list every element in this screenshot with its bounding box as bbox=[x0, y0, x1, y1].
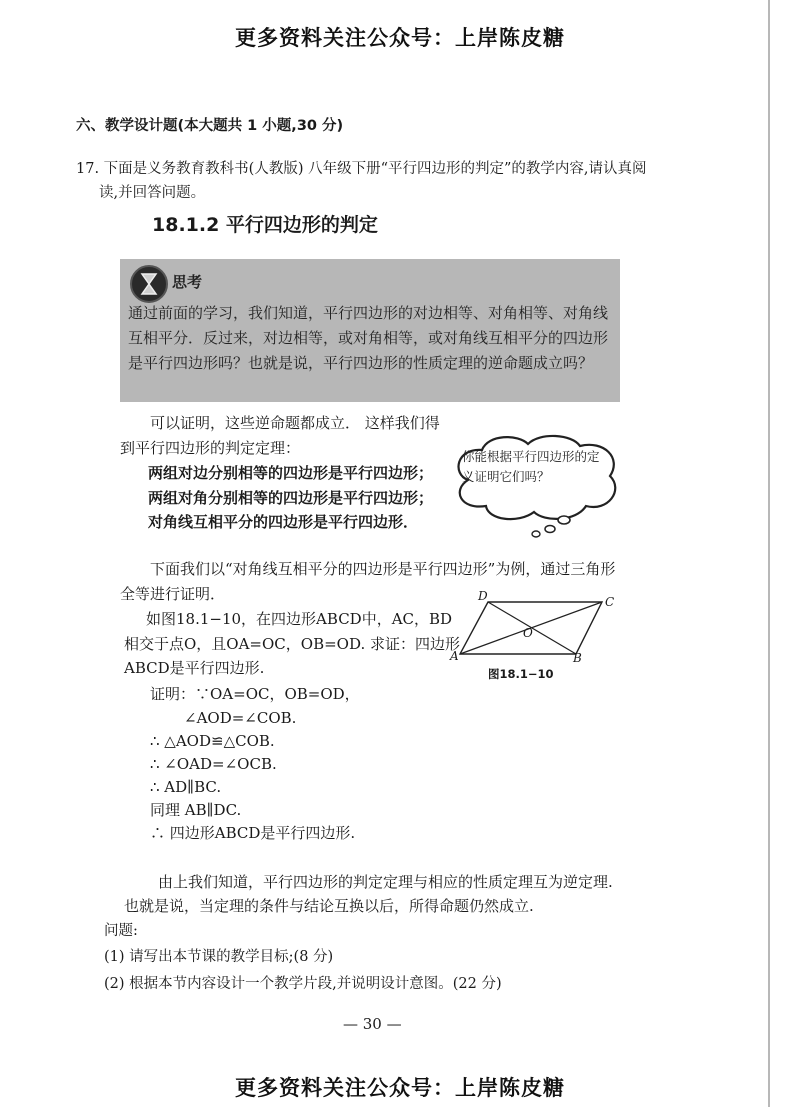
page-edge-line bbox=[768, 0, 770, 1107]
top-banner: 更多资料关注公众号：上岸陈皮糖 bbox=[235, 26, 565, 50]
given-line-1: 如图18.1−10，在四边形ABCD中，AC，BD bbox=[146, 610, 453, 628]
conclusion-line-1: 由上我们知道，平行四边形的判定定理与相应的性质定理互为逆定理. bbox=[158, 873, 613, 891]
figure-label-a: A bbox=[450, 649, 459, 663]
page-number: — 30 — bbox=[343, 1015, 402, 1033]
given-line-2: 相交于点O，且OA=OC，OB=OD. 求证：四边形 bbox=[124, 635, 460, 653]
intro-line-2: 到平行四边形的判定定理： bbox=[120, 439, 301, 457]
proof-line-5: ∴ AD∥BC. bbox=[150, 778, 222, 796]
proof-line-1: 证明：∵OA=OC，OB=OD， bbox=[150, 685, 360, 703]
theorem-1: 两组对边分别相等的四边形是平行四边形； bbox=[148, 464, 434, 482]
conclusion-line-2: 也就是说，当定理的条件与结论互换以后，所得命题仍然成立. bbox=[124, 897, 534, 915]
example-line-2: 全等进行证明． bbox=[120, 585, 226, 603]
textbook-title: 18.1.2 平行四边形的判定 bbox=[152, 214, 378, 236]
proof-line-2: ∠AOD=∠COB. bbox=[184, 709, 297, 727]
figure-caption: 图18.1−10 bbox=[488, 667, 554, 681]
proof-line-7: ∴ 四边形ABCD是平行四边形. bbox=[150, 824, 356, 842]
figure-label-c: C bbox=[605, 595, 615, 609]
think-box bbox=[120, 259, 620, 402]
theorem-3: 对角线互相平分的四边形是平行四边形． bbox=[148, 513, 419, 531]
theorem-2: 两组对角分别相等的四边形是平行四边形； bbox=[148, 489, 434, 507]
figure-label-o: O bbox=[523, 626, 533, 640]
proof-line-4: ∴ ∠OAD=∠OCB. bbox=[150, 755, 277, 773]
proof-line-3: ∴ △AOD≌△COB. bbox=[150, 732, 275, 750]
section-heading: 六、教学设计题(本大题共 1 小题,30 分) bbox=[76, 118, 344, 134]
think-text: 通过前面的学习，我们知道，平行四边形的对边相等、对角相等、对角线互相平分．反过来，对边相等，或对角相等，或对角线互相平分的四边形是平行四边形吗？也就是说，平行四边形的性质定理的逆命题成立吗？ bbox=[128, 304, 609, 372]
figure-label-d: D bbox=[478, 589, 488, 603]
figure-label-b: B bbox=[573, 651, 582, 665]
think-label: 思考 bbox=[172, 273, 203, 291]
question-line-2: 读,并回答问题。 bbox=[99, 185, 206, 201]
parallelogram-figure bbox=[446, 588, 626, 660]
question-1: (1) 请写出本节课的教学目标;(8 分) bbox=[104, 949, 334, 965]
questions-heading: 问题: bbox=[104, 923, 138, 939]
question-line-1: 17. 下面是义务教育教科书(人教版) 八年级下册“平行四边形的判定”的教学内容,请认真阅 bbox=[76, 161, 647, 177]
cloud-text: 你能根据平行四边形的定义证明它们吗？ bbox=[462, 449, 600, 484]
example-line-1: 下面我们以“对角线互相平分的四边形是平行四边形”为例，通过三角形 bbox=[150, 560, 616, 578]
intro-line-1: 可以证明，这些逆命题都成立． 这样我们得 bbox=[150, 414, 440, 432]
given-line-3: ABCD是平行四边形. bbox=[124, 659, 265, 677]
bottom-banner: 更多资料关注公众号：上岸陈皮糖 bbox=[235, 1076, 565, 1100]
question-2: (2) 根据本节内容设计一个教学片段,并说明设计意图。(22 分) bbox=[104, 976, 502, 992]
hourglass-icon bbox=[130, 265, 168, 303]
proof-line-6: 同理 AB∥DC. bbox=[150, 801, 242, 819]
